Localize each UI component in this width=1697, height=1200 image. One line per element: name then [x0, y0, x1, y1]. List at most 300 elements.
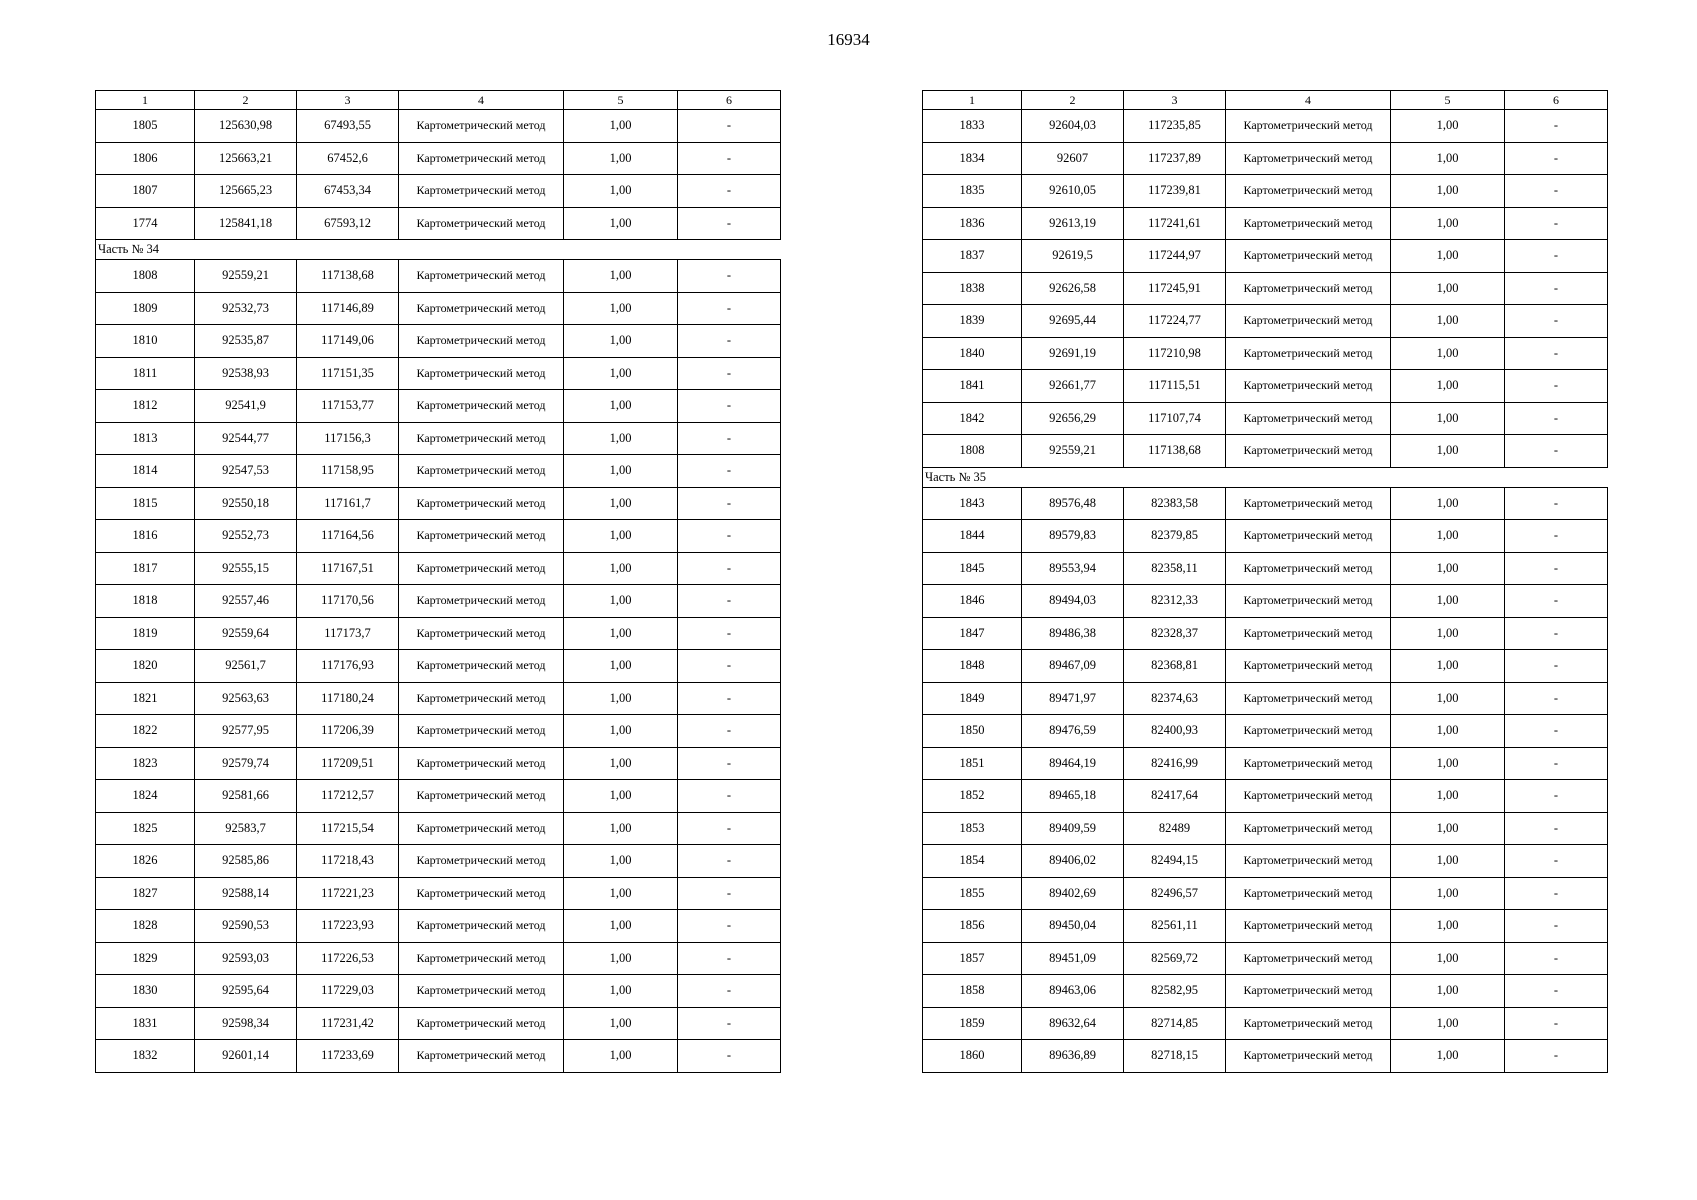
- method-cell: Картометрический метод: [1226, 305, 1391, 338]
- table-row: [96, 142, 781, 175]
- column-header: 2: [1022, 91, 1124, 110]
- y-coordinate-cell: 117231,42: [297, 1007, 399, 1040]
- x-coordinate-cell: 89476,59: [1022, 715, 1124, 748]
- precision-cell: 1,00: [1391, 402, 1505, 435]
- method-cell: Картометрический метод: [1226, 240, 1391, 273]
- method-cell: Картометрический метод: [399, 617, 564, 650]
- x-coordinate-cell: 89636,89: [1022, 1040, 1124, 1073]
- point-number-cell: 1831: [96, 1007, 195, 1040]
- left-table-body: [96, 110, 781, 1073]
- y-coordinate-cell: 82496,57: [1124, 877, 1226, 910]
- precision-cell: 1,00: [564, 617, 678, 650]
- precision-cell: 1,00: [1391, 780, 1505, 813]
- y-coordinate-cell: 117138,68: [1124, 435, 1226, 468]
- point-number-cell: 1811: [96, 357, 195, 390]
- y-coordinate-cell: 117173,7: [297, 617, 399, 650]
- point-number-cell: 1814: [96, 455, 195, 488]
- method-cell: Картометрический метод: [399, 292, 564, 325]
- y-coordinate-cell: 117241,61: [1124, 207, 1226, 240]
- table-row: [923, 175, 1608, 208]
- method-cell: Картометрический метод: [399, 520, 564, 553]
- table-row: [923, 435, 1608, 468]
- note-cell: -: [1505, 207, 1608, 240]
- y-coordinate-cell: 117212,57: [297, 780, 399, 813]
- point-number-cell: 1815: [96, 487, 195, 520]
- precision-cell: 1,00: [564, 325, 678, 358]
- table-row: [96, 910, 781, 943]
- x-coordinate-cell: 89451,09: [1022, 942, 1124, 975]
- x-coordinate-cell: 92535,87: [195, 325, 297, 358]
- table-row: [923, 747, 1608, 780]
- note-cell: -: [1505, 370, 1608, 403]
- y-coordinate-cell: 117245,91: [1124, 272, 1226, 305]
- precision-cell: 1,00: [564, 357, 678, 390]
- y-coordinate-cell: 117161,7: [297, 487, 399, 520]
- table-row: [923, 845, 1608, 878]
- x-coordinate-cell: 92583,7: [195, 812, 297, 845]
- table-row: [96, 877, 781, 910]
- point-number-cell: 1819: [96, 617, 195, 650]
- x-coordinate-cell: 89579,83: [1022, 520, 1124, 553]
- point-number-cell: 1853: [923, 812, 1022, 845]
- y-coordinate-cell: 117115,51: [1124, 370, 1226, 403]
- y-coordinate-cell: 117151,35: [297, 357, 399, 390]
- method-cell: Картометрический метод: [1226, 910, 1391, 943]
- note-cell: -: [678, 910, 781, 943]
- precision-cell: 1,00: [564, 1040, 678, 1073]
- point-number-cell: 1845: [923, 552, 1022, 585]
- table-row: [96, 422, 781, 455]
- x-coordinate-cell: 92579,74: [195, 747, 297, 780]
- x-coordinate-cell: 92656,29: [1022, 402, 1124, 435]
- x-coordinate-cell: 92613,19: [1022, 207, 1124, 240]
- table-row: [923, 910, 1608, 943]
- y-coordinate-cell: 117235,85: [1124, 110, 1226, 143]
- y-coordinate-cell: 117210,98: [1124, 337, 1226, 370]
- precision-cell: 1,00: [1391, 520, 1505, 553]
- point-number-cell: 1859: [923, 1007, 1022, 1040]
- y-coordinate-cell: 67452,6: [297, 142, 399, 175]
- point-number-cell: 1848: [923, 650, 1022, 683]
- precision-cell: 1,00: [1391, 487, 1505, 520]
- precision-cell: 1,00: [1391, 877, 1505, 910]
- page-number: 16934: [827, 30, 870, 49]
- table-row: [923, 520, 1608, 553]
- note-cell: -: [1505, 402, 1608, 435]
- table-row: [96, 650, 781, 683]
- precision-cell: 1,00: [564, 812, 678, 845]
- note-cell: -: [678, 780, 781, 813]
- y-coordinate-cell: 82582,95: [1124, 975, 1226, 1008]
- note-cell: -: [678, 975, 781, 1008]
- y-coordinate-cell: 117229,03: [297, 975, 399, 1008]
- method-cell: Картометрический метод: [399, 715, 564, 748]
- table-row: [96, 207, 781, 240]
- point-number-cell: 1858: [923, 975, 1022, 1008]
- x-coordinate-cell: 92555,15: [195, 552, 297, 585]
- method-cell: Картометрический метод: [1226, 337, 1391, 370]
- x-coordinate-cell: 89402,69: [1022, 877, 1124, 910]
- section-spacer: [297, 240, 781, 260]
- y-coordinate-cell: 67593,12: [297, 207, 399, 240]
- table-row: [923, 402, 1608, 435]
- point-number-cell: 1842: [923, 402, 1022, 435]
- table-row: [96, 617, 781, 650]
- x-coordinate-cell: 89576,48: [1022, 487, 1124, 520]
- precision-cell: 1,00: [564, 260, 678, 293]
- table-row: [923, 487, 1608, 520]
- method-cell: Картометрический метод: [1226, 110, 1391, 143]
- method-cell: Картометрический метод: [1226, 715, 1391, 748]
- x-coordinate-cell: 92604,03: [1022, 110, 1124, 143]
- y-coordinate-cell: 117107,74: [1124, 402, 1226, 435]
- y-coordinate-cell: 117176,93: [297, 650, 399, 683]
- y-coordinate-cell: 82358,11: [1124, 552, 1226, 585]
- x-coordinate-cell: 92559,64: [195, 617, 297, 650]
- point-number-cell: 1849: [923, 682, 1022, 715]
- method-cell: Картометрический метод: [399, 1040, 564, 1073]
- precision-cell: 1,00: [1391, 617, 1505, 650]
- x-coordinate-cell: 89494,03: [1022, 585, 1124, 618]
- point-number-cell: 1855: [923, 877, 1022, 910]
- point-number-cell: 1843: [923, 487, 1022, 520]
- table-row: [923, 682, 1608, 715]
- point-number-cell: 1856: [923, 910, 1022, 943]
- table-row: [96, 260, 781, 293]
- section-spacer: [1124, 467, 1608, 487]
- y-coordinate-cell: 117138,68: [297, 260, 399, 293]
- point-number-cell: 1822: [96, 715, 195, 748]
- note-cell: -: [1505, 617, 1608, 650]
- precision-cell: 1,00: [564, 520, 678, 553]
- x-coordinate-cell: 92544,77: [195, 422, 297, 455]
- note-cell: -: [1505, 877, 1608, 910]
- method-cell: Картометрический метод: [1226, 585, 1391, 618]
- y-coordinate-cell: 82379,85: [1124, 520, 1226, 553]
- method-cell: Картометрический метод: [1226, 272, 1391, 305]
- table-row: [923, 780, 1608, 813]
- point-number-cell: 1852: [923, 780, 1022, 813]
- method-cell: Картометрический метод: [1226, 845, 1391, 878]
- point-number-cell: 1824: [96, 780, 195, 813]
- column-header: 3: [1124, 91, 1226, 110]
- note-cell: -: [1505, 142, 1608, 175]
- note-cell: -: [678, 422, 781, 455]
- method-cell: Картометрический метод: [399, 552, 564, 585]
- table-row: [923, 207, 1608, 240]
- note-cell: -: [678, 390, 781, 423]
- y-coordinate-cell: 82561,11: [1124, 910, 1226, 943]
- x-coordinate-cell: 89632,64: [1022, 1007, 1124, 1040]
- note-cell: -: [1505, 337, 1608, 370]
- section-row: [96, 240, 781, 260]
- x-coordinate-cell: 92619,5: [1022, 240, 1124, 273]
- method-cell: Картометрический метод: [399, 142, 564, 175]
- x-coordinate-cell: 92577,95: [195, 715, 297, 748]
- table-row: [96, 715, 781, 748]
- precision-cell: 1,00: [564, 455, 678, 488]
- table-row: [96, 975, 781, 1008]
- precision-cell: 1,00: [1391, 942, 1505, 975]
- point-number-cell: 1846: [923, 585, 1022, 618]
- section-label: Часть № 34: [96, 240, 297, 260]
- point-number-cell: 1830: [96, 975, 195, 1008]
- point-number-cell: 1850: [923, 715, 1022, 748]
- table-row: [923, 305, 1608, 338]
- table-row: [923, 142, 1608, 175]
- column-header: 5: [564, 91, 678, 110]
- precision-cell: 1,00: [1391, 812, 1505, 845]
- table-row: [923, 240, 1608, 273]
- note-cell: -: [1505, 650, 1608, 683]
- method-cell: Картометрический метод: [1226, 142, 1391, 175]
- note-cell: -: [678, 845, 781, 878]
- x-coordinate-cell: 92601,14: [195, 1040, 297, 1073]
- point-number-cell: 1812: [96, 390, 195, 423]
- y-coordinate-cell: 117206,39: [297, 715, 399, 748]
- x-coordinate-cell: 92610,05: [1022, 175, 1124, 208]
- method-cell: Картометрический метод: [399, 110, 564, 143]
- table-row: [923, 110, 1608, 143]
- method-cell: Картометрический метод: [399, 942, 564, 975]
- point-number-cell: 1808: [923, 435, 1022, 468]
- note-cell: -: [1505, 845, 1608, 878]
- precision-cell: 1,00: [564, 207, 678, 240]
- precision-cell: 1,00: [1391, 435, 1505, 468]
- point-number-cell: 1829: [96, 942, 195, 975]
- point-number-cell: 1821: [96, 682, 195, 715]
- point-number-cell: 1823: [96, 747, 195, 780]
- note-cell: -: [678, 552, 781, 585]
- x-coordinate-cell: 92561,7: [195, 650, 297, 683]
- precision-cell: 1,00: [1391, 1040, 1505, 1073]
- precision-cell: 1,00: [564, 552, 678, 585]
- x-coordinate-cell: 92590,53: [195, 910, 297, 943]
- method-cell: Картометрический метод: [399, 207, 564, 240]
- table-row: [96, 175, 781, 208]
- y-coordinate-cell: 67453,34: [297, 175, 399, 208]
- x-coordinate-cell: 92585,86: [195, 845, 297, 878]
- left-coordinates-table: [95, 90, 781, 1073]
- table-row: [923, 715, 1608, 748]
- note-cell: -: [678, 175, 781, 208]
- x-coordinate-cell: 92559,21: [1022, 435, 1124, 468]
- table-row: [96, 390, 781, 423]
- table-row: [923, 942, 1608, 975]
- note-cell: -: [678, 260, 781, 293]
- x-coordinate-cell: 89450,04: [1022, 910, 1124, 943]
- column-header: 6: [1505, 91, 1608, 110]
- column-header: 4: [399, 91, 564, 110]
- method-cell: Картометрический метод: [399, 422, 564, 455]
- precision-cell: 1,00: [564, 715, 678, 748]
- y-coordinate-cell: 117170,56: [297, 585, 399, 618]
- method-cell: Картометрический метод: [1226, 682, 1391, 715]
- y-coordinate-cell: 117224,77: [1124, 305, 1226, 338]
- y-coordinate-cell: 82569,72: [1124, 942, 1226, 975]
- x-coordinate-cell: 125665,23: [195, 175, 297, 208]
- method-cell: Картометрический метод: [399, 975, 564, 1008]
- table-row: [923, 1007, 1608, 1040]
- point-number-cell: 1805: [96, 110, 195, 143]
- precision-cell: 1,00: [1391, 650, 1505, 683]
- precision-cell: 1,00: [1391, 552, 1505, 585]
- point-number-cell: 1807: [96, 175, 195, 208]
- table-row: [96, 780, 781, 813]
- x-coordinate-cell: 89463,06: [1022, 975, 1124, 1008]
- note-cell: -: [1505, 747, 1608, 780]
- note-cell: -: [678, 357, 781, 390]
- x-coordinate-cell: 92532,73: [195, 292, 297, 325]
- point-number-cell: 1827: [96, 877, 195, 910]
- section-row: [923, 467, 1608, 487]
- point-number-cell: 1825: [96, 812, 195, 845]
- point-number-cell: 1835: [923, 175, 1022, 208]
- y-coordinate-cell: 82383,58: [1124, 487, 1226, 520]
- precision-cell: 1,00: [1391, 370, 1505, 403]
- x-coordinate-cell: 92559,21: [195, 260, 297, 293]
- point-number-cell: 1839: [923, 305, 1022, 338]
- x-coordinate-cell: 89486,38: [1022, 617, 1124, 650]
- note-cell: -: [678, 1040, 781, 1073]
- method-cell: Картометрический метод: [399, 390, 564, 423]
- column-header: 6: [678, 91, 781, 110]
- table-row: [96, 942, 781, 975]
- y-coordinate-cell: 117209,51: [297, 747, 399, 780]
- table-row: [96, 455, 781, 488]
- y-coordinate-cell: 117223,93: [297, 910, 399, 943]
- point-number-cell: 1860: [923, 1040, 1022, 1073]
- y-coordinate-cell: 82374,63: [1124, 682, 1226, 715]
- precision-cell: 1,00: [1391, 975, 1505, 1008]
- point-number-cell: 1832: [96, 1040, 195, 1073]
- method-cell: Картометрический метод: [399, 780, 564, 813]
- table-row: [923, 877, 1608, 910]
- note-cell: -: [1505, 435, 1608, 468]
- table-row: [923, 337, 1608, 370]
- table-row: [96, 845, 781, 878]
- left-table-header: [96, 91, 781, 110]
- point-number-cell: 1826: [96, 845, 195, 878]
- precision-cell: 1,00: [564, 175, 678, 208]
- table-row: [923, 1040, 1608, 1073]
- note-cell: -: [1505, 272, 1608, 305]
- y-coordinate-cell: 82489: [1124, 812, 1226, 845]
- precision-cell: 1,00: [564, 390, 678, 423]
- table-row: [923, 812, 1608, 845]
- note-cell: -: [1505, 305, 1608, 338]
- y-coordinate-cell: 82400,93: [1124, 715, 1226, 748]
- y-coordinate-cell: 117153,77: [297, 390, 399, 423]
- y-coordinate-cell: 82328,37: [1124, 617, 1226, 650]
- table-row: [96, 487, 781, 520]
- x-coordinate-cell: 89409,59: [1022, 812, 1124, 845]
- precision-cell: 1,00: [564, 845, 678, 878]
- method-cell: Картометрический метод: [1226, 370, 1391, 403]
- note-cell: -: [678, 747, 781, 780]
- method-cell: Картометрический метод: [1226, 207, 1391, 240]
- method-cell: Картометрический метод: [399, 747, 564, 780]
- note-cell: -: [678, 1007, 781, 1040]
- method-cell: Картометрический метод: [1226, 1007, 1391, 1040]
- point-number-cell: 1816: [96, 520, 195, 553]
- column-header: 5: [1391, 91, 1505, 110]
- y-coordinate-cell: 117149,06: [297, 325, 399, 358]
- table-row: [923, 370, 1608, 403]
- y-coordinate-cell: 117164,56: [297, 520, 399, 553]
- note-cell: -: [1505, 780, 1608, 813]
- precision-cell: 1,00: [1391, 272, 1505, 305]
- table-row: [96, 747, 781, 780]
- note-cell: -: [1505, 240, 1608, 273]
- y-coordinate-cell: 82417,64: [1124, 780, 1226, 813]
- x-coordinate-cell: 92588,14: [195, 877, 297, 910]
- method-cell: Картометрический метод: [399, 175, 564, 208]
- table-row: [96, 325, 781, 358]
- precision-cell: 1,00: [1391, 910, 1505, 943]
- right-coordinates-table: [922, 90, 1608, 1073]
- y-coordinate-cell: 117237,89: [1124, 142, 1226, 175]
- x-coordinate-cell: 92661,77: [1022, 370, 1124, 403]
- point-number-cell: 1838: [923, 272, 1022, 305]
- note-cell: -: [678, 877, 781, 910]
- right-table-body: [923, 110, 1608, 1073]
- precision-cell: 1,00: [1391, 175, 1505, 208]
- note-cell: -: [1505, 487, 1608, 520]
- x-coordinate-cell: 92626,58: [1022, 272, 1124, 305]
- point-number-cell: 1813: [96, 422, 195, 455]
- y-coordinate-cell: 82416,99: [1124, 747, 1226, 780]
- precision-cell: 1,00: [564, 682, 678, 715]
- method-cell: Картометрический метод: [399, 455, 564, 488]
- method-cell: Картометрический метод: [1226, 402, 1391, 435]
- precision-cell: 1,00: [564, 1007, 678, 1040]
- y-coordinate-cell: 117158,95: [297, 455, 399, 488]
- x-coordinate-cell: 92593,03: [195, 942, 297, 975]
- column-header: 3: [297, 91, 399, 110]
- y-coordinate-cell: 117215,54: [297, 812, 399, 845]
- precision-cell: 1,00: [564, 650, 678, 683]
- note-cell: -: [678, 520, 781, 553]
- method-cell: Картометрический метод: [1226, 617, 1391, 650]
- x-coordinate-cell: 92607: [1022, 142, 1124, 175]
- table-row: [96, 1040, 781, 1073]
- precision-cell: 1,00: [564, 975, 678, 1008]
- table-row: [923, 617, 1608, 650]
- x-coordinate-cell: 92695,44: [1022, 305, 1124, 338]
- note-cell: -: [1505, 812, 1608, 845]
- table-row: [96, 357, 781, 390]
- note-cell: -: [1505, 175, 1608, 208]
- table-row: [96, 682, 781, 715]
- note-cell: -: [678, 942, 781, 975]
- method-cell: Картометрический метод: [399, 812, 564, 845]
- point-number-cell: 1851: [923, 747, 1022, 780]
- point-number-cell: 1828: [96, 910, 195, 943]
- y-coordinate-cell: 82714,85: [1124, 1007, 1226, 1040]
- point-number-cell: 1857: [923, 942, 1022, 975]
- note-cell: -: [678, 455, 781, 488]
- method-cell: Картометрический метод: [1226, 780, 1391, 813]
- point-number-cell: 1833: [923, 110, 1022, 143]
- note-cell: -: [1505, 942, 1608, 975]
- note-cell: -: [1505, 1007, 1608, 1040]
- point-number-cell: 1854: [923, 845, 1022, 878]
- point-number-cell: 1847: [923, 617, 1022, 650]
- method-cell: Картометрический метод: [1226, 175, 1391, 208]
- x-coordinate-cell: 92552,73: [195, 520, 297, 553]
- note-cell: -: [1505, 975, 1608, 1008]
